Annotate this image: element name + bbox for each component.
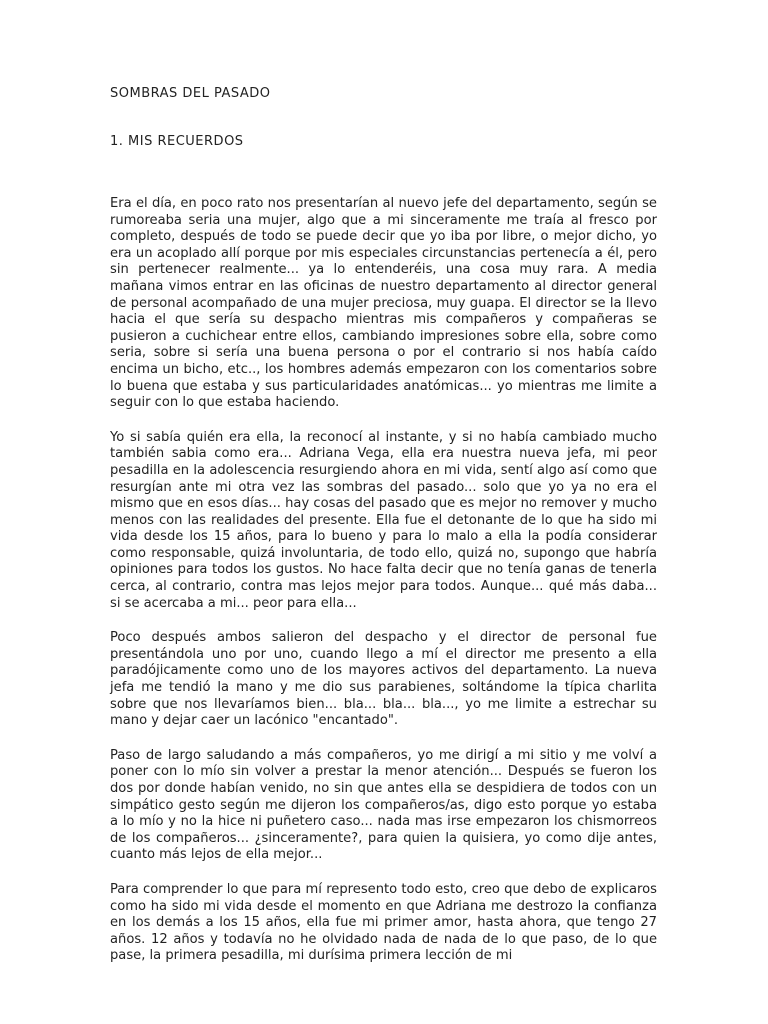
paragraph: Para comprender lo que para mí represento todo esto, creo que debo de explicaros como ha sido mi vida desde el momento en que Adriana me destrozo la confianza en los demás a los 15 años, ella fue mi primer amor, hasta ahora, que tengo 27 años. 12 años y todavía no he olvidado nada de nada de lo que paso, de lo que pase, la primera pesadilla, mi durísima primera lección de mi [110, 881, 657, 964]
paragraph: Yo si sabía quién era ella, la reconocí al instante, y si no había cambiado mucho también sabia como era... Adriana Vega, ella era nuestra nueva jefa, mi peor pesadilla en la adolescencia resurgiendo ahora en mi vida, sentí algo así como que resurgían ante mi otra vez las sombras del pasado... solo que yo ya no era el mismo que en esos días... hay cosas del pasado que es mejor no remover y mucho menos con las realidades del presente. Ella fue el detonante de lo que ha sido mi vida desde los 15 años, para lo bueno y para lo malo a ella la podía considerar como responsable, quizá involuntaria, de todo ello, quizá no, supongo que habría opiniones para todos los gustos. No hace falta decir que no tenía ganas de tenerla cerca, al contrario, contra mas lejos mejor para todos. Aunque... qué más daba... si se acercaba a mi... peor para ella... [110, 429, 657, 611]
paragraph: Era el día, en poco rato nos presentarían al nuevo jefe del departamento, según se rumoreaba seria una mujer, algo que a mi sinceramente me traía al fresco por completo, después de todo se puede decir que yo iba por libre, o mejor dicho, yo era un acoplado allí porque por mis especiales circunstancias pertenecía a él, pero sin pertenecer realmente... ya lo entenderéis, una cosa muy rara. A media mañana vimos entrar en las oficinas de nuestro departamento al director general de personal acompañado de una mujer preciosa, muy guapa. El director se la llevo hacia el que sería su despacho mientras mis compañeros y compañeras se pusieron a cuchichear entre ellos, cambiando impresiones sobre ella, sobre como seria, sobre si sería una buena persona o por el contrario si nos había caído encima un bicho, etc.., los hombres además empezaron con los comentarios sobre lo buena que estaba y sus particularidades anatómicas... yo mientras me limite a seguir con lo que estaba haciendo. [110, 196, 657, 411]
document-title: SOMBRAS DEL PASADO [110, 86, 271, 101]
document-body [110, 196, 657, 983]
chapter-heading: 1. MIS RECUERDOS [110, 134, 244, 149]
paragraph: Paso de largo saludando a más compañeros, yo me dirigí a mi sitio y me volví a poner con lo mío sin volver a prestar la menor atención... Después se fueron los dos por donde habían venido, no sin que antes ella se despidiera de todos con un simpático gesto según me dijeron los compañeros/as, digo esto porque yo estaba a lo mío y no la hice ni puñetero caso... nada mas irse empezaron los chismorreos de los compañeros... ¿sinceramente?, para quien la quisiera, yo como dije antes, cuanto más lejos de ella mejor... [110, 747, 657, 863]
paragraph: Poco después ambos salieron del despacho y el director de personal fue presentándola uno por uno, cuando llego a mí el director me presento a ella paradójicamente como uno de los mayores activos del departamento. La nueva jefa me tendió la mano y me dio sus parabienes, soltándome la típica charlita sobre que nos llevaríamos bien... bla... bla... bla..., yo me limite a estrechar su mano y dejar caer un lacónico "encantado". [110, 630, 657, 729]
